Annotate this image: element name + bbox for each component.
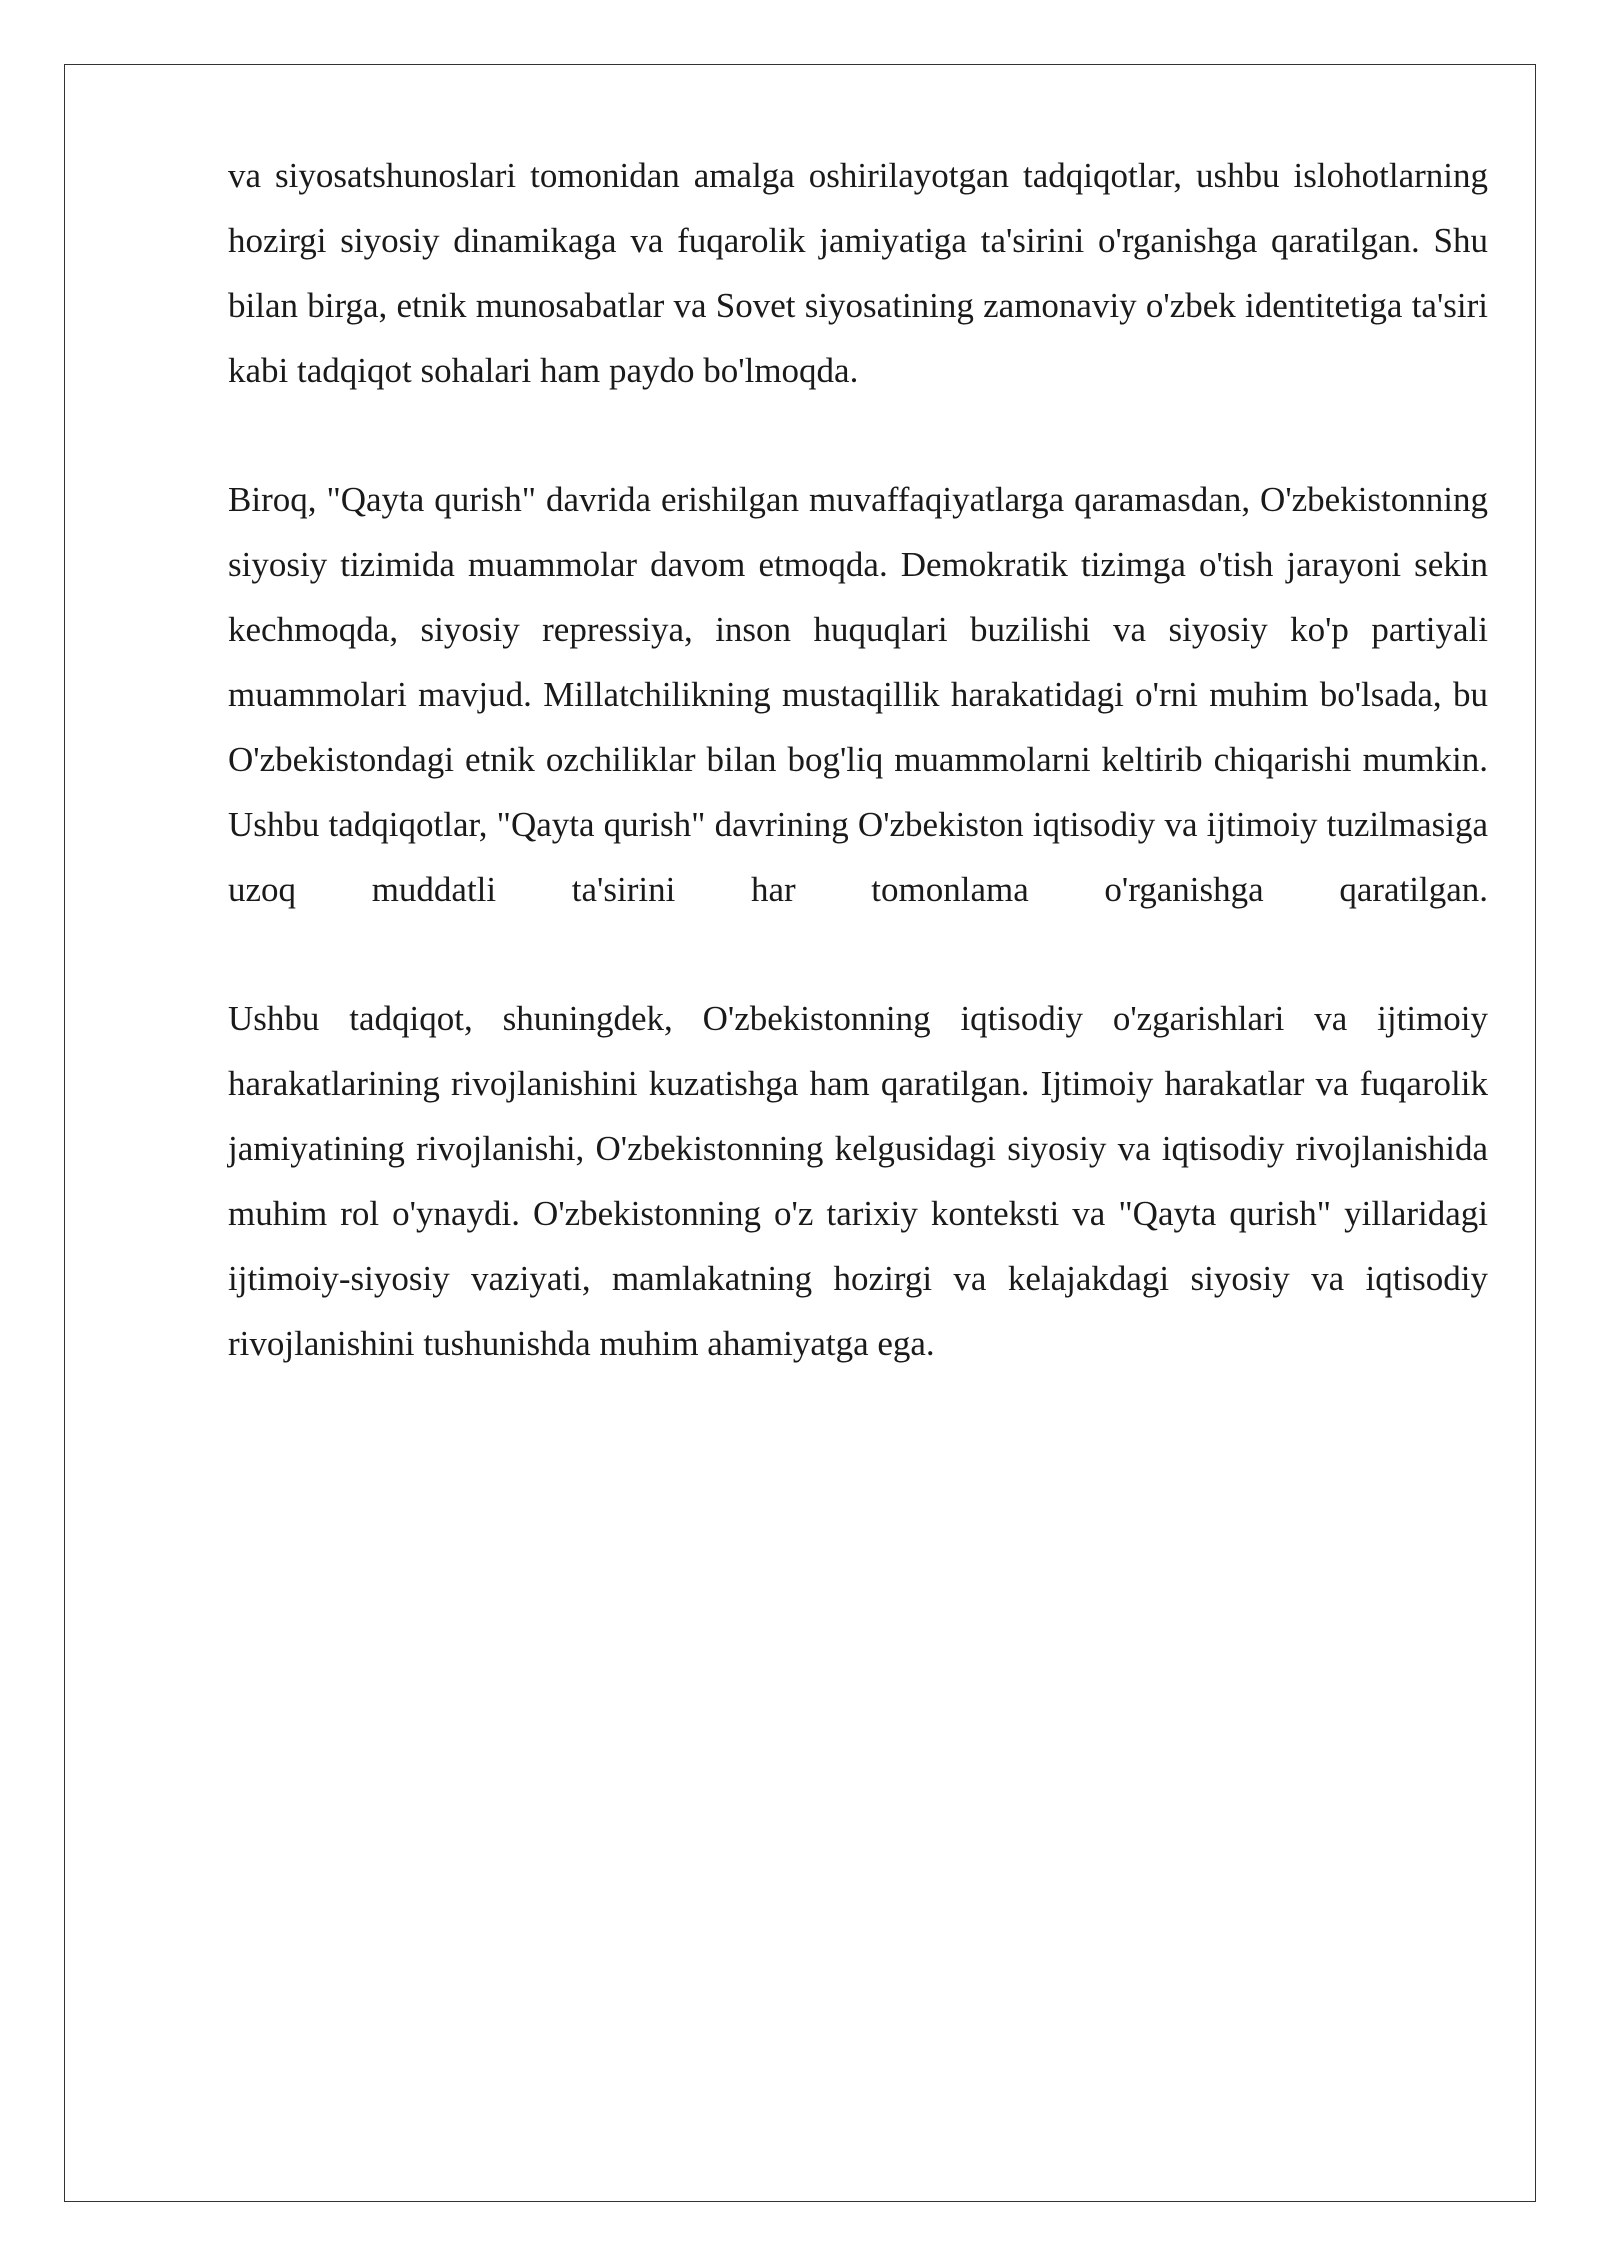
document-body (228, 143, 1488, 1440)
paragraph-3: Ushbu tadqiqot, shuningdek, O'zbekistonning iqtisodiy o'zgarishlari va ijtimoiy harakatlarining rivojlanishini kuzatishga ham qaratilgan. Ijtimoiy harakatlar va fuqarolik jamiyatining rivojlanishi, O'zbekistonning kelgusidagi siyosiy va iqtisodiy rivojlanishida muhim rol o'ynaydi. O'zbekistonning o'z tarixiy konteksti va "Qayta qurish" yillaridagi ijtimoiy-siyosiy vaziyati, mamlakatning hozirgi va kelajakdagi siyosiy va iqtisodiy rivojlanishini tushunishda muhim ahamiyatga ega. (228, 999, 1488, 1363)
paragraph-1: va siyosatshunoslari tomonidan amalga oshirilayotgan tadqiqotlar, ushbu islohotlarning hozirgi siyosiy dinamikaga va fuqarolik jamiyatiga ta'sirini o'rganishga qaratilgan. Shu bilan birga, etnik munosabatlar va Sovet siyosatining zamonaviy o'zbek identitetiga ta'siri kabi tadqiqot sohalari ham paydo bo'lmoqda. (228, 156, 1488, 390)
paragraph-2: Biroq, "Qayta qurish" davrida erishilgan muvaffaqiyatlarga qaramasdan, O'zbekistonning siyosiy tizimida muammolar davom etmoqda. Demokratik tizimga o'tish jarayoni sekin kechmoqda, siyosiy repressiya, inson huquqlari buzilishi va siyosiy ko'p partiyali muammolari mavjud. Millatchilikning mustaqillik harakatidagi o'rni muhim bo'lsada, bu O'zbekistondagi etnik ozchiliklar bilan bog'liq muammolarni keltirib chiqarishi mumkin. Ushbu tadqiqotlar, "Qayta qurish" davrining O'zbekiston iqtisodiy va ijtimoiy tuzilmasiga uzoq muddatli ta'sirini har tomonlama o'rganishga qaratilgan. (228, 480, 1488, 909)
